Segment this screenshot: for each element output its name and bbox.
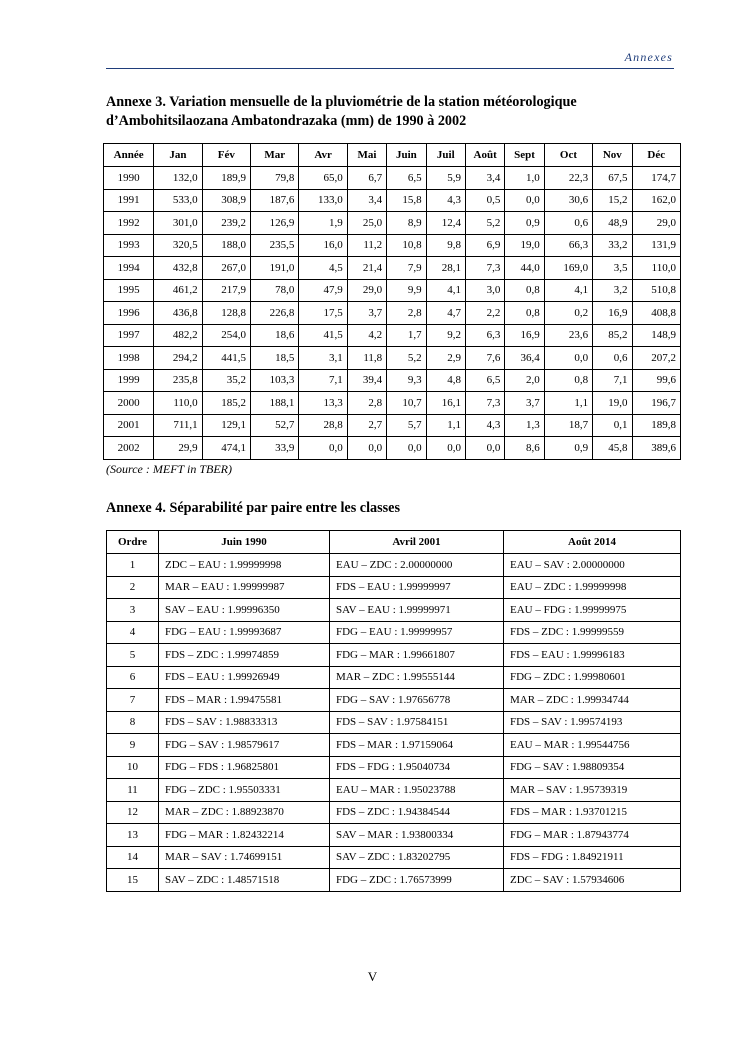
table-cell: 217,9 <box>202 279 250 302</box>
table-cell: 65,0 <box>299 167 347 190</box>
table-cell: FDG – ZDC : 1.95503331 <box>159 779 330 802</box>
table-cell: 1,0 <box>505 167 544 190</box>
table-cell: SAV – ZDC : 1.48571518 <box>159 869 330 892</box>
table-cell: 16,0 <box>299 234 347 257</box>
table-cell: 33,9 <box>251 437 299 460</box>
table-cell: 235,8 <box>154 369 202 392</box>
rainfall-table-header <box>104 144 681 167</box>
table-cell: 29,0 <box>632 212 680 235</box>
separability-row <box>107 644 681 667</box>
header-rule <box>106 68 674 69</box>
table-cell: FDG – EAU : 1.99993687 <box>159 621 330 644</box>
table-cell: FDS – SAV : 1.98833313 <box>159 711 330 734</box>
table-cell: 1994 <box>104 257 154 280</box>
column-header: Juil <box>426 144 465 167</box>
table-cell: 21,4 <box>347 257 386 280</box>
table-cell: 162,0 <box>632 189 680 212</box>
table-cell: 5 <box>107 644 159 667</box>
table-cell: 67,5 <box>593 167 632 190</box>
table-cell: 14 <box>107 846 159 869</box>
column-header: Ordre <box>107 531 159 554</box>
table-cell: 4,1 <box>544 279 592 302</box>
table-cell: 48,9 <box>593 212 632 235</box>
table-cell: 3,4 <box>465 167 504 190</box>
table-cell: 29,0 <box>347 279 386 302</box>
table-cell: 0,6 <box>593 347 632 370</box>
table-cell: FDG – MAR : 1.82432214 <box>159 824 330 847</box>
table-cell: 2,7 <box>347 414 386 437</box>
table-cell: 11,8 <box>347 347 386 370</box>
table-cell: 28,1 <box>426 257 465 280</box>
table-cell: 207,2 <box>632 347 680 370</box>
table-cell: 9 <box>107 734 159 757</box>
table-cell: 52,7 <box>251 414 299 437</box>
table-cell: 2 <box>107 576 159 599</box>
separability-table <box>106 530 681 892</box>
table-cell: 9,8 <box>426 234 465 257</box>
table-cell: 132,0 <box>154 167 202 190</box>
table-cell: SAV – ZDC : 1.83202795 <box>330 846 504 869</box>
table-cell: FDS – SAV : 1.97584151 <box>330 711 504 734</box>
table-cell: 239,2 <box>202 212 250 235</box>
rainfall-row <box>104 347 681 370</box>
rainfall-row <box>104 414 681 437</box>
table-cell: ZDC – EAU : 1.99999998 <box>159 554 330 577</box>
table-cell: 45,8 <box>593 437 632 460</box>
table-cell: 3,4 <box>347 189 386 212</box>
table-cell: 482,2 <box>154 324 202 347</box>
table-cell: 3,7 <box>505 392 544 415</box>
table-cell: 196,7 <box>632 392 680 415</box>
table-cell: 23,6 <box>544 324 592 347</box>
rainfall-row <box>104 392 681 415</box>
table-cell: 0,8 <box>544 369 592 392</box>
table-cell: FDG – SAV : 1.98809354 <box>504 756 681 779</box>
table-cell: 0,2 <box>544 302 592 325</box>
table-cell: 5,7 <box>387 414 426 437</box>
table-cell: 6,9 <box>465 234 504 257</box>
table-cell: 1990 <box>104 167 154 190</box>
separability-row <box>107 734 681 757</box>
table-cell: 16,1 <box>426 392 465 415</box>
rainfall-table <box>103 143 681 460</box>
table-cell: 3,0 <box>465 279 504 302</box>
table-cell: 35,2 <box>202 369 250 392</box>
table-cell: 189,9 <box>202 167 250 190</box>
table-cell: 7,1 <box>593 369 632 392</box>
table-cell: 16,9 <box>505 324 544 347</box>
table-cell: 47,9 <box>299 279 347 302</box>
table-cell: MAR – SAV : 1.74699151 <box>159 846 330 869</box>
table-cell: 4,2 <box>347 324 386 347</box>
table-cell: 41,5 <box>299 324 347 347</box>
rainfall-row <box>104 212 681 235</box>
table-cell: 4,1 <box>426 279 465 302</box>
table-cell: 2001 <box>104 414 154 437</box>
separability-row <box>107 824 681 847</box>
table-cell: ZDC – SAV : 1.57934606 <box>504 869 681 892</box>
table-cell: 0,0 <box>387 437 426 460</box>
table-cell: MAR – SAV : 1.95739319 <box>504 779 681 802</box>
table-cell: 0,0 <box>465 437 504 460</box>
table-cell: 191,0 <box>251 257 299 280</box>
table-cell: FDS – EAU : 1.99999997 <box>330 576 504 599</box>
table-cell: 0,0 <box>347 437 386 460</box>
table-cell: FDS – MAR : 1.97159064 <box>330 734 504 757</box>
table-cell: 148,9 <box>632 324 680 347</box>
rainfall-row <box>104 279 681 302</box>
table-cell: 2,8 <box>347 392 386 415</box>
table-cell: 4,3 <box>426 189 465 212</box>
table-cell: 79,8 <box>251 167 299 190</box>
table-cell: 7,3 <box>465 257 504 280</box>
table-cell: FDG – FDS : 1.96825801 <box>159 756 330 779</box>
table-cell: 9,9 <box>387 279 426 302</box>
table-cell: 13 <box>107 824 159 847</box>
table-cell: 320,5 <box>154 234 202 257</box>
table-cell: 110,0 <box>154 392 202 415</box>
table-cell: 1,1 <box>426 414 465 437</box>
table-cell: EAU – SAV : 2.00000000 <box>504 554 681 577</box>
table-cell: 18,5 <box>251 347 299 370</box>
table-cell: 0,8 <box>505 302 544 325</box>
table-cell: 0,6 <box>544 212 592 235</box>
table-cell: EAU – MAR : 1.99544756 <box>504 734 681 757</box>
separability-row <box>107 756 681 779</box>
table-cell: MAR – ZDC : 1.88923870 <box>159 801 330 824</box>
column-header: Année <box>104 144 154 167</box>
separability-row <box>107 869 681 892</box>
rainfall-row <box>104 437 681 460</box>
column-header: Avr <box>299 144 347 167</box>
table-cell: 13,3 <box>299 392 347 415</box>
table-cell: EAU – ZDC : 2.00000000 <box>330 554 504 577</box>
rainfall-row <box>104 189 681 212</box>
table-cell: 461,2 <box>154 279 202 302</box>
page-number: V <box>367 969 378 984</box>
table-cell: 3,5 <box>593 257 632 280</box>
table-cell: 2002 <box>104 437 154 460</box>
table-cell: 1995 <box>104 279 154 302</box>
table-cell: 16,9 <box>593 302 632 325</box>
table-cell: FDG – SAV : 1.97656778 <box>330 689 504 712</box>
column-header: Juin <box>387 144 426 167</box>
table-cell: 6,5 <box>387 167 426 190</box>
table-cell: 1993 <box>104 234 154 257</box>
column-header: Juin 1990 <box>159 531 330 554</box>
table-cell: 1,1 <box>544 392 592 415</box>
column-header: Fév <box>202 144 250 167</box>
separability-row <box>107 801 681 824</box>
table-cell: 0,8 <box>505 279 544 302</box>
table-cell: 1997 <box>104 324 154 347</box>
table-cell: 99,6 <box>632 369 680 392</box>
table-cell: 4,5 <box>299 257 347 280</box>
table-cell: 1,7 <box>387 324 426 347</box>
table-cell: SAV – EAU : 1.99996350 <box>159 599 330 622</box>
table-cell: 78,0 <box>251 279 299 302</box>
running-header: Annexes <box>624 50 673 64</box>
table-cell: 19,0 <box>505 234 544 257</box>
column-header: Déc <box>632 144 680 167</box>
table-cell: 12,4 <box>426 212 465 235</box>
table-cell: FDS – ZDC : 1.94384544 <box>330 801 504 824</box>
table-cell: FDS – FDG : 1.84921911 <box>504 846 681 869</box>
table-cell: 2000 <box>104 392 154 415</box>
table-cell: 441,5 <box>202 347 250 370</box>
table-cell: 6,7 <box>347 167 386 190</box>
column-header: Oct <box>544 144 592 167</box>
table-cell: 10,8 <box>387 234 426 257</box>
separability-row <box>107 576 681 599</box>
table-cell: 9,2 <box>426 324 465 347</box>
table-cell: MAR – ZDC : 1.99555144 <box>330 666 504 689</box>
table-cell: 711,1 <box>154 414 202 437</box>
table-cell: 187,6 <box>251 189 299 212</box>
separability-row <box>107 621 681 644</box>
table-cell: 510,8 <box>632 279 680 302</box>
table-cell: FDS – MAR : 1.93701215 <box>504 801 681 824</box>
column-header: Avril 2001 <box>330 531 504 554</box>
table-cell: 4,8 <box>426 369 465 392</box>
table-cell: 7,1 <box>299 369 347 392</box>
table-cell: 188,1 <box>251 392 299 415</box>
table-cell: 474,1 <box>202 437 250 460</box>
column-header: Mai <box>347 144 386 167</box>
table-cell: 9,3 <box>387 369 426 392</box>
table-cell: 18,7 <box>544 414 592 437</box>
table-cell: 18,6 <box>251 324 299 347</box>
separability-row <box>107 846 681 869</box>
table-cell: 3,2 <box>593 279 632 302</box>
separability-row <box>107 666 681 689</box>
table-cell: 1996 <box>104 302 154 325</box>
table-cell: 7,3 <box>465 392 504 415</box>
table-cell: 25,0 <box>347 212 386 235</box>
table-cell: 0,0 <box>544 347 592 370</box>
table-cell: 0,0 <box>426 437 465 460</box>
annexe3-title: Annexe 3. Variation mensuelle de la pluviométrie de la station météorologique d’Ambohitsilaozana Ambatondrazaka (mm) de 1990 à 2002 <box>106 94 577 129</box>
table-cell: 36,4 <box>505 347 544 370</box>
table-cell: 1991 <box>104 189 154 212</box>
table-cell: 4 <box>107 621 159 644</box>
table-cell: 126,9 <box>251 212 299 235</box>
table-cell: 1992 <box>104 212 154 235</box>
table-cell: 0,0 <box>299 437 347 460</box>
table-cell: 2,9 <box>426 347 465 370</box>
table-cell: 39,4 <box>347 369 386 392</box>
table-cell: 0,9 <box>505 212 544 235</box>
table-cell: 11,2 <box>347 234 386 257</box>
separability-row <box>107 689 681 712</box>
table-cell: 44,0 <box>505 257 544 280</box>
table-cell: 308,9 <box>202 189 250 212</box>
table-cell: 1998 <box>104 347 154 370</box>
table-cell: 3,7 <box>347 302 386 325</box>
table-cell: 0,1 <box>593 414 632 437</box>
table-cell: 185,2 <box>202 392 250 415</box>
table-cell: 7,6 <box>465 347 504 370</box>
table-cell: 436,8 <box>154 302 202 325</box>
table-cell: 8 <box>107 711 159 734</box>
table-cell: 10 <box>107 756 159 779</box>
table-cell: 12 <box>107 801 159 824</box>
table-cell: 28,8 <box>299 414 347 437</box>
table-cell: FDG – EAU : 1.99999957 <box>330 621 504 644</box>
table-cell: FDS – EAU : 1.99926949 <box>159 666 330 689</box>
table-cell: 129,1 <box>202 414 250 437</box>
table-cell: 408,8 <box>632 302 680 325</box>
table-cell: 11 <box>107 779 159 802</box>
table-cell: 254,0 <box>202 324 250 347</box>
separability-row <box>107 599 681 622</box>
table-cell: 0,0 <box>505 189 544 212</box>
table-cell: 5,2 <box>465 212 504 235</box>
table-cell: FDS – ZDC : 1.99999559 <box>504 621 681 644</box>
table-cell: 389,6 <box>632 437 680 460</box>
table-cell: 1,3 <box>505 414 544 437</box>
table-cell: 30,6 <box>544 189 592 212</box>
table-cell: 85,2 <box>593 324 632 347</box>
table-cell: 110,0 <box>632 257 680 280</box>
table-cell: FDS – ZDC : 1.99974859 <box>159 644 330 667</box>
table-cell: 0,5 <box>465 189 504 212</box>
table-cell: FDG – SAV : 1.98579617 <box>159 734 330 757</box>
table-cell: FDG – MAR : 1.87943774 <box>504 824 681 847</box>
rainfall-row <box>104 234 681 257</box>
table-cell: 7 <box>107 689 159 712</box>
table-cell: 15,2 <box>593 189 632 212</box>
column-header: Nov <box>593 144 632 167</box>
separability-row <box>107 711 681 734</box>
rainfall-row <box>104 369 681 392</box>
table-cell: 29,9 <box>154 437 202 460</box>
table-cell: 226,8 <box>251 302 299 325</box>
table-cell: 3 <box>107 599 159 622</box>
table-cell: 5,9 <box>426 167 465 190</box>
table-cell: FDS – FDG : 1.95040734 <box>330 756 504 779</box>
source-note: (Source : MEFT in TBER) <box>106 462 232 476</box>
table-cell: 294,2 <box>154 347 202 370</box>
separability-table-header <box>107 531 681 554</box>
rainfall-row <box>104 302 681 325</box>
table-cell: 2,2 <box>465 302 504 325</box>
annexe4-title: Annexe 4. Séparabilité par paire entre les classes <box>106 500 400 516</box>
table-cell: 128,8 <box>202 302 250 325</box>
table-cell: 169,0 <box>544 257 592 280</box>
table-cell: 267,0 <box>202 257 250 280</box>
separability-row <box>107 779 681 802</box>
table-cell: FDG – ZDC : 1.99980601 <box>504 666 681 689</box>
table-cell: 235,5 <box>251 234 299 257</box>
table-cell: EAU – MAR : 1.95023788 <box>330 779 504 802</box>
table-cell: 133,0 <box>299 189 347 212</box>
rainfall-row <box>104 167 681 190</box>
table-cell: 1999 <box>104 369 154 392</box>
rainfall-row <box>104 324 681 347</box>
table-cell: 189,8 <box>632 414 680 437</box>
table-cell: FDS – SAV : 1.99574193 <box>504 711 681 734</box>
table-cell: 131,9 <box>632 234 680 257</box>
table-cell: 533,0 <box>154 189 202 212</box>
table-cell: 2,8 <box>387 302 426 325</box>
table-cell: 8,9 <box>387 212 426 235</box>
table-cell: 188,0 <box>202 234 250 257</box>
table-cell: 5,2 <box>387 347 426 370</box>
table-cell: 19,0 <box>593 392 632 415</box>
table-cell: MAR – EAU : 1.99999987 <box>159 576 330 599</box>
table-cell: FDG – MAR : 1.99661807 <box>330 644 504 667</box>
table-cell: 15,8 <box>387 189 426 212</box>
table-cell: 6,3 <box>465 324 504 347</box>
table-cell: 22,3 <box>544 167 592 190</box>
table-cell: 8,6 <box>505 437 544 460</box>
table-cell: 15 <box>107 869 159 892</box>
table-cell: 174,7 <box>632 167 680 190</box>
table-cell: EAU – ZDC : 1.99999998 <box>504 576 681 599</box>
table-cell: SAV – EAU : 1.99999971 <box>330 599 504 622</box>
table-cell: 2,0 <box>505 369 544 392</box>
table-cell: 432,8 <box>154 257 202 280</box>
table-cell: 7,9 <box>387 257 426 280</box>
column-header: Sept <box>505 144 544 167</box>
table-cell: 301,0 <box>154 212 202 235</box>
table-cell: 3,1 <box>299 347 347 370</box>
table-cell: 10,7 <box>387 392 426 415</box>
table-cell: 1 <box>107 554 159 577</box>
table-cell: FDG – ZDC : 1.76573999 <box>330 869 504 892</box>
table-cell: EAU – FDG : 1.99999975 <box>504 599 681 622</box>
table-cell: FDS – MAR : 1.99475581 <box>159 689 330 712</box>
table-cell: 103,3 <box>251 369 299 392</box>
table-cell: 33,2 <box>593 234 632 257</box>
table-cell: 66,3 <box>544 234 592 257</box>
column-header: Jan <box>154 144 202 167</box>
table-cell: MAR – ZDC : 1.99934744 <box>504 689 681 712</box>
rainfall-row <box>104 257 681 280</box>
table-cell: 6 <box>107 666 159 689</box>
separability-row <box>107 554 681 577</box>
column-header: Août 2014 <box>504 531 681 554</box>
table-cell: 17,5 <box>299 302 347 325</box>
table-cell: 1,9 <box>299 212 347 235</box>
table-cell: 6,5 <box>465 369 504 392</box>
table-cell: SAV – MAR : 1.93800334 <box>330 824 504 847</box>
table-cell: 0,9 <box>544 437 592 460</box>
column-header: Mar <box>251 144 299 167</box>
table-cell: 4,3 <box>465 414 504 437</box>
table-cell: 4,7 <box>426 302 465 325</box>
column-header: Août <box>465 144 504 167</box>
table-cell: FDS – EAU : 1.99996183 <box>504 644 681 667</box>
